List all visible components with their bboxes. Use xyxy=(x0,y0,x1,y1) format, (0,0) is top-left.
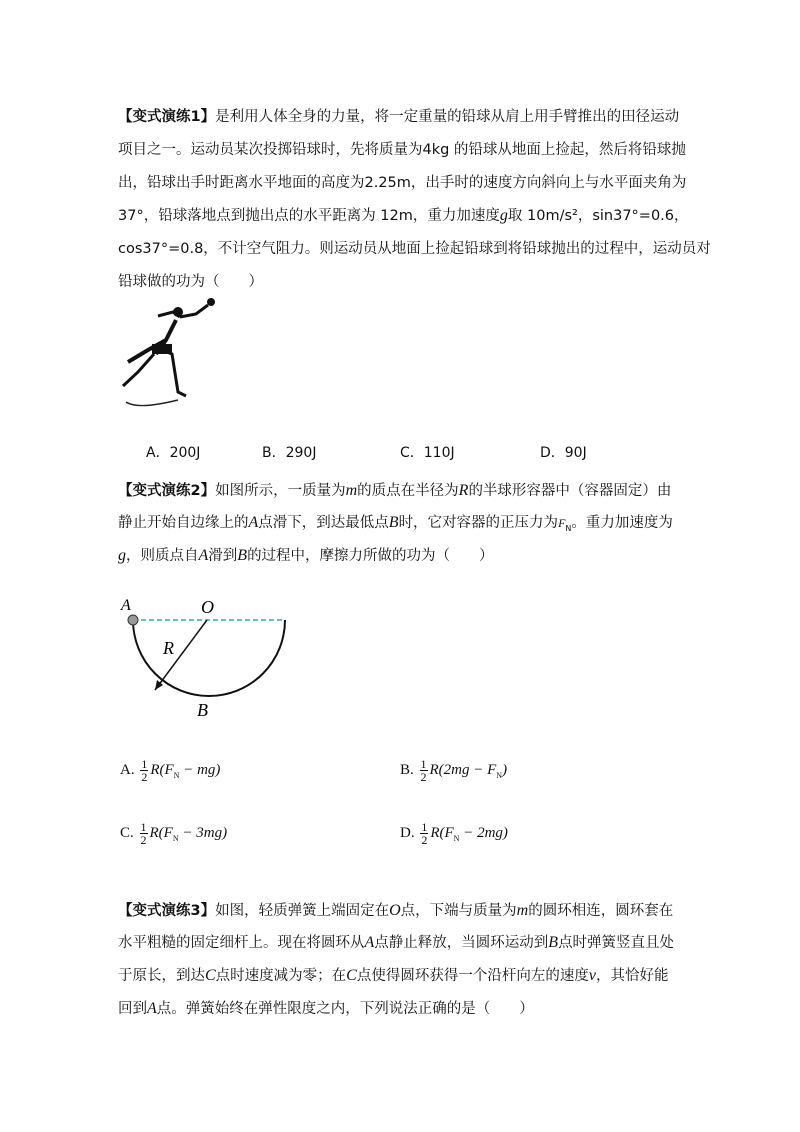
text: ，其恰好能 xyxy=(595,968,669,984)
var: O xyxy=(389,902,401,919)
q2-option-d[interactable] xyxy=(400,821,508,846)
var: R xyxy=(458,482,469,499)
q3-line xyxy=(118,933,674,953)
q1-line: cos37°=0.8，不计空气阻力。则运动员从地面上捡起铅球到将铅球抛出的过程中，运动员对 xyxy=(118,241,711,257)
var: F xyxy=(558,516,566,530)
text: 点。弹簧始终在弹性限度之内，下列说法正确的是（ ） xyxy=(156,1001,534,1017)
text: 滑到 xyxy=(208,548,238,564)
fraction xyxy=(140,821,148,846)
text: 于原长，到达 xyxy=(118,968,205,984)
sub: N xyxy=(565,523,572,533)
den: 2 xyxy=(140,833,147,847)
option-label: D. xyxy=(400,824,415,841)
expr: ) xyxy=(502,761,508,778)
var: m xyxy=(345,482,358,499)
expr: R(2mg − F xyxy=(429,761,497,778)
den: 2 xyxy=(420,770,427,784)
q1-line: 项目之一。运动员某次投掷铅球时，先将质量为4kg 的铅球从地面上捡起，然后将铅球抛 xyxy=(118,142,686,158)
q3-line xyxy=(118,999,534,1019)
expr: R(F xyxy=(430,824,454,841)
sub: N xyxy=(496,770,503,780)
num: 1 xyxy=(141,757,148,771)
q3-title: 【变式演练3】 xyxy=(118,903,216,919)
text: 回到 xyxy=(118,1001,147,1017)
text: 静止开始自边缘上的 xyxy=(118,515,249,531)
text: 如图所示，一质量为 xyxy=(215,483,346,499)
text: 点滑下，到达最低点 xyxy=(258,515,389,531)
label-a: A xyxy=(121,597,131,614)
q1-option-d[interactable]: D．90J xyxy=(540,445,587,461)
expr: − mg) xyxy=(179,761,221,778)
expr: − 3mg) xyxy=(178,824,228,841)
fraction xyxy=(420,758,428,783)
label-r: R xyxy=(163,638,174,658)
text: 点时速度减为零；在 xyxy=(215,968,347,984)
fraction xyxy=(420,821,428,846)
var: B xyxy=(237,547,248,564)
var: A xyxy=(198,547,209,564)
q2-option-b[interactable] xyxy=(400,758,507,783)
num: 1 xyxy=(140,820,147,834)
text: 的过程中，摩擦力所做的功为（ ） xyxy=(247,548,494,564)
var: C xyxy=(205,967,216,984)
q2-option-c[interactable] xyxy=(120,821,227,846)
q1-title: 【变式演练1】 xyxy=(118,109,216,125)
q1-line: 出，铅球出手时距离水平地面的高度为2.25m，出手时的速度方向斜向上与水平面夹角为 xyxy=(118,175,687,191)
q1-option-a[interactable]: A．200J xyxy=(146,445,201,461)
q1-option-b[interactable]: B．290J xyxy=(262,445,317,461)
label-b: B xyxy=(197,700,208,720)
q1-line xyxy=(118,107,679,127)
var: A xyxy=(147,1000,157,1017)
text: 的圆环相连，圆环套在 xyxy=(528,903,674,919)
text: 37°，铅球落地点到抛出点的水平距离为 12m，重力加速度 xyxy=(118,208,500,224)
shot-put-athlete-figure xyxy=(118,292,228,412)
q2-option-a[interactable] xyxy=(120,758,220,783)
var: B xyxy=(548,934,559,951)
var: g xyxy=(118,547,126,564)
var: m xyxy=(516,902,529,919)
num: 1 xyxy=(421,820,428,834)
q2-title: 【变式演练2】 xyxy=(118,483,216,499)
var: A xyxy=(248,514,259,531)
q2-line xyxy=(118,513,673,539)
expr: − 2mg) xyxy=(459,824,508,841)
hemisphere-container-figure xyxy=(115,596,295,722)
option-label: B. xyxy=(400,761,414,778)
option-label: C. xyxy=(120,824,134,841)
text: ，则质点自 xyxy=(126,548,199,564)
text: 是利用人体全身的力量，将一定重量的铅球从肩上用手臂推出的田径运动 xyxy=(215,109,680,125)
num: 1 xyxy=(420,757,427,771)
text: 点静止释放，当圆环运动到 xyxy=(374,935,549,951)
label-o: O xyxy=(201,597,214,617)
text: 点，下端与质量为 xyxy=(400,903,517,919)
text: 。重力加速度为 xyxy=(571,515,673,531)
option-label: A. xyxy=(120,761,135,778)
q1-line: 铅球做的功为（ ） xyxy=(118,274,263,290)
text: 水平粗糙的固定细杆上。现在将圆环从 xyxy=(118,935,365,951)
text: 的半球形容器中（容器固定）由 xyxy=(468,483,672,499)
var: B xyxy=(388,514,399,531)
den: 2 xyxy=(141,770,148,784)
q1-option-c[interactable]: C．110J xyxy=(400,445,455,461)
q3-line xyxy=(118,966,668,986)
expr: R(F xyxy=(149,824,173,841)
text: 如图，轻质弹簧上端固定在 xyxy=(215,903,390,919)
text: 时，它对容器的正压力为 xyxy=(398,515,559,531)
q3-line xyxy=(118,901,673,921)
text: 取 10m/s²，sin37°=0.6， xyxy=(507,208,689,224)
q2-line xyxy=(118,546,494,566)
text: 点时弹簧竖直且处 xyxy=(558,935,675,951)
sub: N xyxy=(173,770,180,780)
text: 的质点在半径为 xyxy=(357,483,459,499)
text: 点使得圆环获得一个沿杆向左的速度 xyxy=(356,968,589,984)
den: 2 xyxy=(421,833,428,847)
sub: N xyxy=(453,833,460,843)
q1-line xyxy=(118,206,689,226)
sub: N xyxy=(172,833,179,843)
expr: R(F xyxy=(150,761,174,778)
var: A xyxy=(364,934,375,951)
fraction xyxy=(140,758,148,783)
var: g xyxy=(499,207,508,224)
var: v xyxy=(588,967,596,984)
q2-line xyxy=(118,481,671,501)
var: C xyxy=(346,967,357,984)
